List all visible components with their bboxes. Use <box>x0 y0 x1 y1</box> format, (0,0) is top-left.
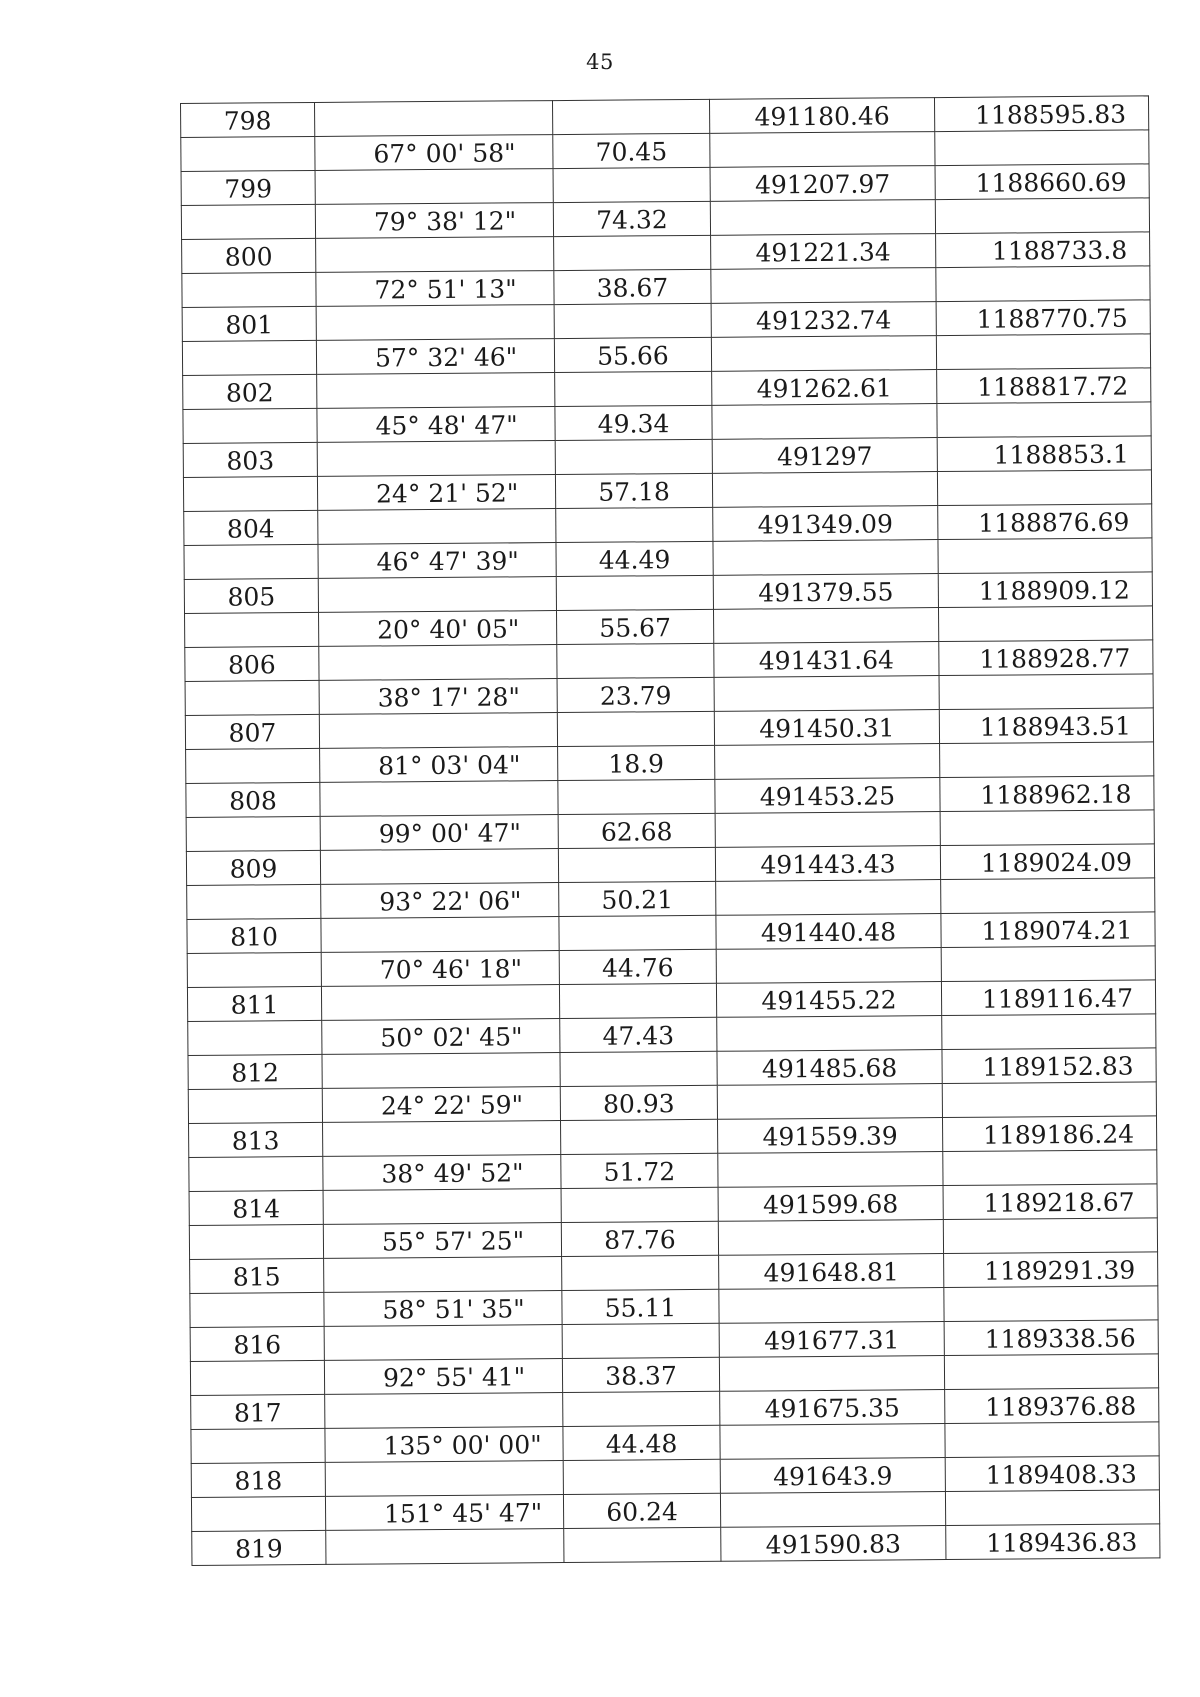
empty-cell <box>718 1220 943 1256</box>
empty-cell <box>186 748 320 783</box>
distance-value: 49.34 <box>555 405 712 440</box>
empty-cell <box>556 507 713 542</box>
bearing-value: 55° 57' 25" <box>323 1223 561 1259</box>
easting-value: 491450.31 <box>714 710 939 746</box>
station-id: 817 <box>191 1394 325 1429</box>
bearing-value: 24° 22' 59" <box>322 1087 560 1123</box>
bearing-value: 38° 17' 28" <box>319 679 557 715</box>
easting-value: 491297 <box>712 438 937 474</box>
empty-cell <box>719 1356 944 1392</box>
bearing-value: 20° 40' 05" <box>319 611 557 647</box>
empty-cell <box>314 101 552 137</box>
empty-cell <box>941 946 1155 982</box>
bearing-value: 72° 51' 13" <box>316 271 554 307</box>
empty-cell <box>712 404 937 440</box>
empty-cell <box>945 1490 1159 1526</box>
empty-cell <box>186 816 320 851</box>
northing-value: 1188660.69 <box>935 164 1149 200</box>
distance-value: 74.32 <box>553 201 710 236</box>
northing-value: 1189218.67 <box>943 1184 1157 1220</box>
bearing-value: 45° 48' 47" <box>317 407 555 443</box>
distance-value: 55.66 <box>554 337 711 372</box>
northing-value: 1188876.69 <box>938 504 1152 540</box>
empty-cell <box>325 1393 563 1429</box>
distance-value: 44.49 <box>556 541 713 576</box>
empty-cell <box>937 470 1151 506</box>
empty-cell <box>711 336 936 372</box>
station-id: 804 <box>184 510 318 545</box>
empty-cell <box>315 169 553 205</box>
easting-value: 491440.48 <box>716 914 941 950</box>
empty-cell <box>181 204 315 239</box>
empty-cell <box>563 1459 720 1494</box>
empty-cell <box>560 1051 717 1086</box>
distance-value: 60.24 <box>563 1493 720 1528</box>
empty-cell <box>720 1492 945 1528</box>
empty-cell <box>945 1422 1159 1458</box>
station-id: 819 <box>192 1530 326 1565</box>
empty-cell <box>557 643 714 678</box>
empty-cell <box>559 915 716 950</box>
station-id: 798 <box>181 102 315 137</box>
bearing-value: 57° 32' 46" <box>316 339 554 375</box>
empty-cell <box>556 575 713 610</box>
distance-value: 23.79 <box>557 677 714 712</box>
empty-cell <box>942 1082 1156 1118</box>
empty-cell <box>937 402 1151 438</box>
northing-value: 1189116.47 <box>941 980 1155 1016</box>
empty-cell <box>320 781 558 817</box>
easting-value: 491431.64 <box>714 642 939 678</box>
empty-cell <box>188 1088 322 1123</box>
empty-cell <box>943 1218 1157 1254</box>
empty-cell <box>715 744 940 780</box>
empty-cell <box>326 1529 564 1565</box>
empty-cell <box>319 713 557 749</box>
empty-cell <box>321 917 559 953</box>
traverse-table <box>180 95 1160 1566</box>
northing-value: 1188909.12 <box>938 572 1152 608</box>
empty-cell <box>317 373 555 409</box>
bearing-value: 79° 38' 12" <box>315 203 553 239</box>
empty-cell <box>323 1189 561 1225</box>
empty-cell <box>323 1121 561 1157</box>
northing-value: 1189408.33 <box>945 1456 1159 1492</box>
station-id: 811 <box>187 986 321 1021</box>
empty-cell <box>558 847 715 882</box>
empty-cell <box>316 237 554 273</box>
easting-value: 491232.74 <box>711 302 936 338</box>
bearing-value: 151° 45' 47" <box>325 1495 563 1531</box>
empty-cell <box>185 612 319 647</box>
empty-cell <box>319 645 557 681</box>
station-id: 803 <box>183 442 317 477</box>
northing-value: 1188770.75 <box>936 300 1150 336</box>
northing-value: 1189186.24 <box>942 1116 1156 1152</box>
empty-cell <box>710 200 935 236</box>
empty-cell <box>555 371 712 406</box>
station-id: 799 <box>181 170 315 205</box>
easting-value: 491453.25 <box>715 778 940 814</box>
northing-value: 1189376.88 <box>945 1388 1159 1424</box>
empty-cell <box>191 1496 325 1531</box>
empty-cell <box>936 266 1150 302</box>
station-id: 808 <box>186 782 320 817</box>
empty-cell <box>554 235 711 270</box>
empty-cell <box>938 606 1152 642</box>
empty-cell <box>553 167 710 202</box>
empty-cell <box>713 540 938 576</box>
station-id: 813 <box>189 1122 323 1157</box>
distance-value: 70.45 <box>553 133 710 168</box>
empty-cell <box>720 1424 945 1460</box>
empty-cell <box>939 674 1153 710</box>
empty-cell <box>325 1461 563 1497</box>
station-id: 814 <box>189 1190 323 1225</box>
bearing-value: 38° 49' 52" <box>323 1155 561 1191</box>
empty-cell <box>943 1150 1157 1186</box>
empty-cell <box>563 1391 720 1426</box>
northing-value: 1188943.51 <box>939 708 1153 744</box>
easting-value: 491207.97 <box>710 166 935 202</box>
traverse-table-body <box>181 96 1160 1566</box>
empty-cell <box>318 577 556 613</box>
easting-value: 491262.61 <box>712 370 937 406</box>
station-id: 805 <box>184 578 318 613</box>
empty-cell <box>717 1016 942 1052</box>
empty-cell <box>935 130 1149 166</box>
distance-value: 38.67 <box>554 269 711 304</box>
distance-value: 47.43 <box>560 1017 717 1052</box>
northing-value: 1188733.8 <box>936 232 1150 268</box>
empty-cell <box>558 779 715 814</box>
bearing-value: 99° 00' 47" <box>320 815 558 851</box>
empty-cell <box>717 1084 942 1120</box>
northing-value: 1188853.1 <box>937 436 1151 472</box>
bearing-value: 81° 03' 04" <box>320 747 558 783</box>
empty-cell <box>561 1187 718 1222</box>
traverse-table-container <box>180 95 1160 1566</box>
empty-cell <box>942 1014 1156 1050</box>
distance-value: 87.76 <box>561 1221 718 1256</box>
easting-value: 491443.43 <box>715 846 940 882</box>
empty-cell <box>318 509 556 545</box>
bearing-value: 93° 22' 06" <box>321 883 559 919</box>
northing-value: 1188817.72 <box>937 368 1151 404</box>
distance-value: 50.21 <box>559 881 716 916</box>
northing-value: 1189291.39 <box>944 1252 1158 1288</box>
distance-value: 55.67 <box>556 609 713 644</box>
station-id: 810 <box>187 918 321 953</box>
empty-cell <box>190 1292 324 1327</box>
distance-value: 44.48 <box>563 1425 720 1460</box>
bearing-value: 24° 21' 52" <box>317 475 555 511</box>
northing-value: 1188928.77 <box>939 640 1153 676</box>
northing-value: 1189074.21 <box>941 912 1155 948</box>
northing-value: 1189436.83 <box>946 1524 1160 1560</box>
station-id: 815 <box>190 1258 324 1293</box>
empty-cell <box>714 676 939 712</box>
easting-value: 491677.31 <box>719 1322 944 1358</box>
station-id: 809 <box>186 850 320 885</box>
northing-value: 1189338.56 <box>944 1320 1158 1356</box>
empty-cell <box>320 849 558 885</box>
empty-cell <box>936 334 1150 370</box>
empty-cell <box>189 1156 323 1191</box>
empty-cell <box>938 538 1152 574</box>
empty-cell <box>710 132 935 168</box>
bearing-value: 46° 47' 39" <box>318 543 556 579</box>
empty-cell <box>181 136 315 171</box>
bearing-value: 58° 51' 35" <box>324 1291 562 1327</box>
easting-value: 491675.35 <box>720 1390 945 1426</box>
empty-cell <box>555 439 712 474</box>
empty-cell <box>562 1323 719 1358</box>
empty-cell <box>317 441 555 477</box>
distance-value: 80.93 <box>560 1085 717 1120</box>
empty-cell <box>182 272 316 307</box>
empty-cell <box>321 985 559 1021</box>
northing-value: 1189152.83 <box>942 1048 1156 1084</box>
station-id: 818 <box>191 1462 325 1497</box>
empty-cell <box>711 268 936 304</box>
empty-cell <box>185 680 319 715</box>
empty-cell <box>184 544 318 579</box>
empty-cell <box>183 476 317 511</box>
empty-cell <box>712 472 937 508</box>
easting-value: 491648.81 <box>719 1254 944 1290</box>
distance-value: 44.76 <box>559 949 716 984</box>
empty-cell <box>935 198 1149 234</box>
empty-cell <box>316 305 554 341</box>
distance-value: 55.11 <box>562 1289 719 1324</box>
station-id: 807 <box>185 714 319 749</box>
empty-cell <box>716 880 941 916</box>
empty-cell <box>944 1286 1158 1322</box>
empty-cell <box>559 983 716 1018</box>
empty-cell <box>713 608 938 644</box>
empty-cell <box>188 1020 322 1055</box>
easting-value: 491455.22 <box>716 982 941 1018</box>
empty-cell <box>324 1325 562 1361</box>
distance-value: 57.18 <box>555 473 712 508</box>
empty-cell <box>944 1354 1158 1390</box>
page-number: 45 <box>586 50 614 74</box>
empty-cell <box>940 742 1154 778</box>
empty-cell <box>182 340 316 375</box>
distance-value: 18.9 <box>558 745 715 780</box>
empty-cell <box>941 878 1155 914</box>
easting-value: 491221.34 <box>711 234 936 270</box>
easting-value: 491485.68 <box>717 1050 942 1086</box>
empty-cell <box>940 810 1154 846</box>
station-id: 806 <box>185 646 319 681</box>
easting-value: 491599.68 <box>718 1186 943 1222</box>
empty-cell <box>718 1152 943 1188</box>
distance-value: 62.68 <box>558 813 715 848</box>
bearing-value: 135° 00' 00" <box>325 1427 563 1463</box>
empty-cell <box>554 303 711 338</box>
station-id: 816 <box>190 1326 324 1361</box>
empty-cell <box>716 948 941 984</box>
northing-value: 1189024.09 <box>940 844 1154 880</box>
station-id: 801 <box>182 306 316 341</box>
northing-value: 1188595.83 <box>934 96 1148 132</box>
easting-value: 491643.9 <box>720 1458 945 1494</box>
bearing-value: 92° 55' 41" <box>324 1359 562 1395</box>
empty-cell <box>187 952 321 987</box>
easting-value: 491180.46 <box>709 98 934 134</box>
northing-value: 1188962.18 <box>940 776 1154 812</box>
empty-cell <box>719 1288 944 1324</box>
bearing-value: 50° 02' 45" <box>322 1019 560 1055</box>
empty-cell <box>564 1527 721 1562</box>
empty-cell <box>715 812 940 848</box>
empty-cell <box>561 1119 718 1154</box>
station-id: 800 <box>182 238 316 273</box>
easting-value: 491590.83 <box>721 1526 946 1562</box>
easting-value: 491349.09 <box>713 506 938 542</box>
empty-cell <box>190 1360 324 1395</box>
empty-cell <box>187 884 321 919</box>
distance-value: 38.37 <box>562 1357 719 1392</box>
easting-value: 491559.39 <box>717 1118 942 1154</box>
empty-cell <box>189 1224 323 1259</box>
bearing-value: 67° 00' 58" <box>315 135 553 171</box>
distance-value: 51.72 <box>561 1153 718 1188</box>
bearing-value: 70° 46' 18" <box>321 951 559 987</box>
empty-cell <box>183 408 317 443</box>
station-id: 802 <box>183 374 317 409</box>
station-id: 812 <box>188 1054 322 1089</box>
empty-cell <box>191 1428 325 1463</box>
easting-value: 491379.55 <box>713 574 938 610</box>
empty-cell <box>552 99 709 134</box>
empty-cell <box>562 1255 719 1290</box>
empty-cell <box>322 1053 560 1089</box>
empty-cell <box>557 711 714 746</box>
station-row <box>192 1524 1160 1566</box>
empty-cell <box>324 1257 562 1293</box>
